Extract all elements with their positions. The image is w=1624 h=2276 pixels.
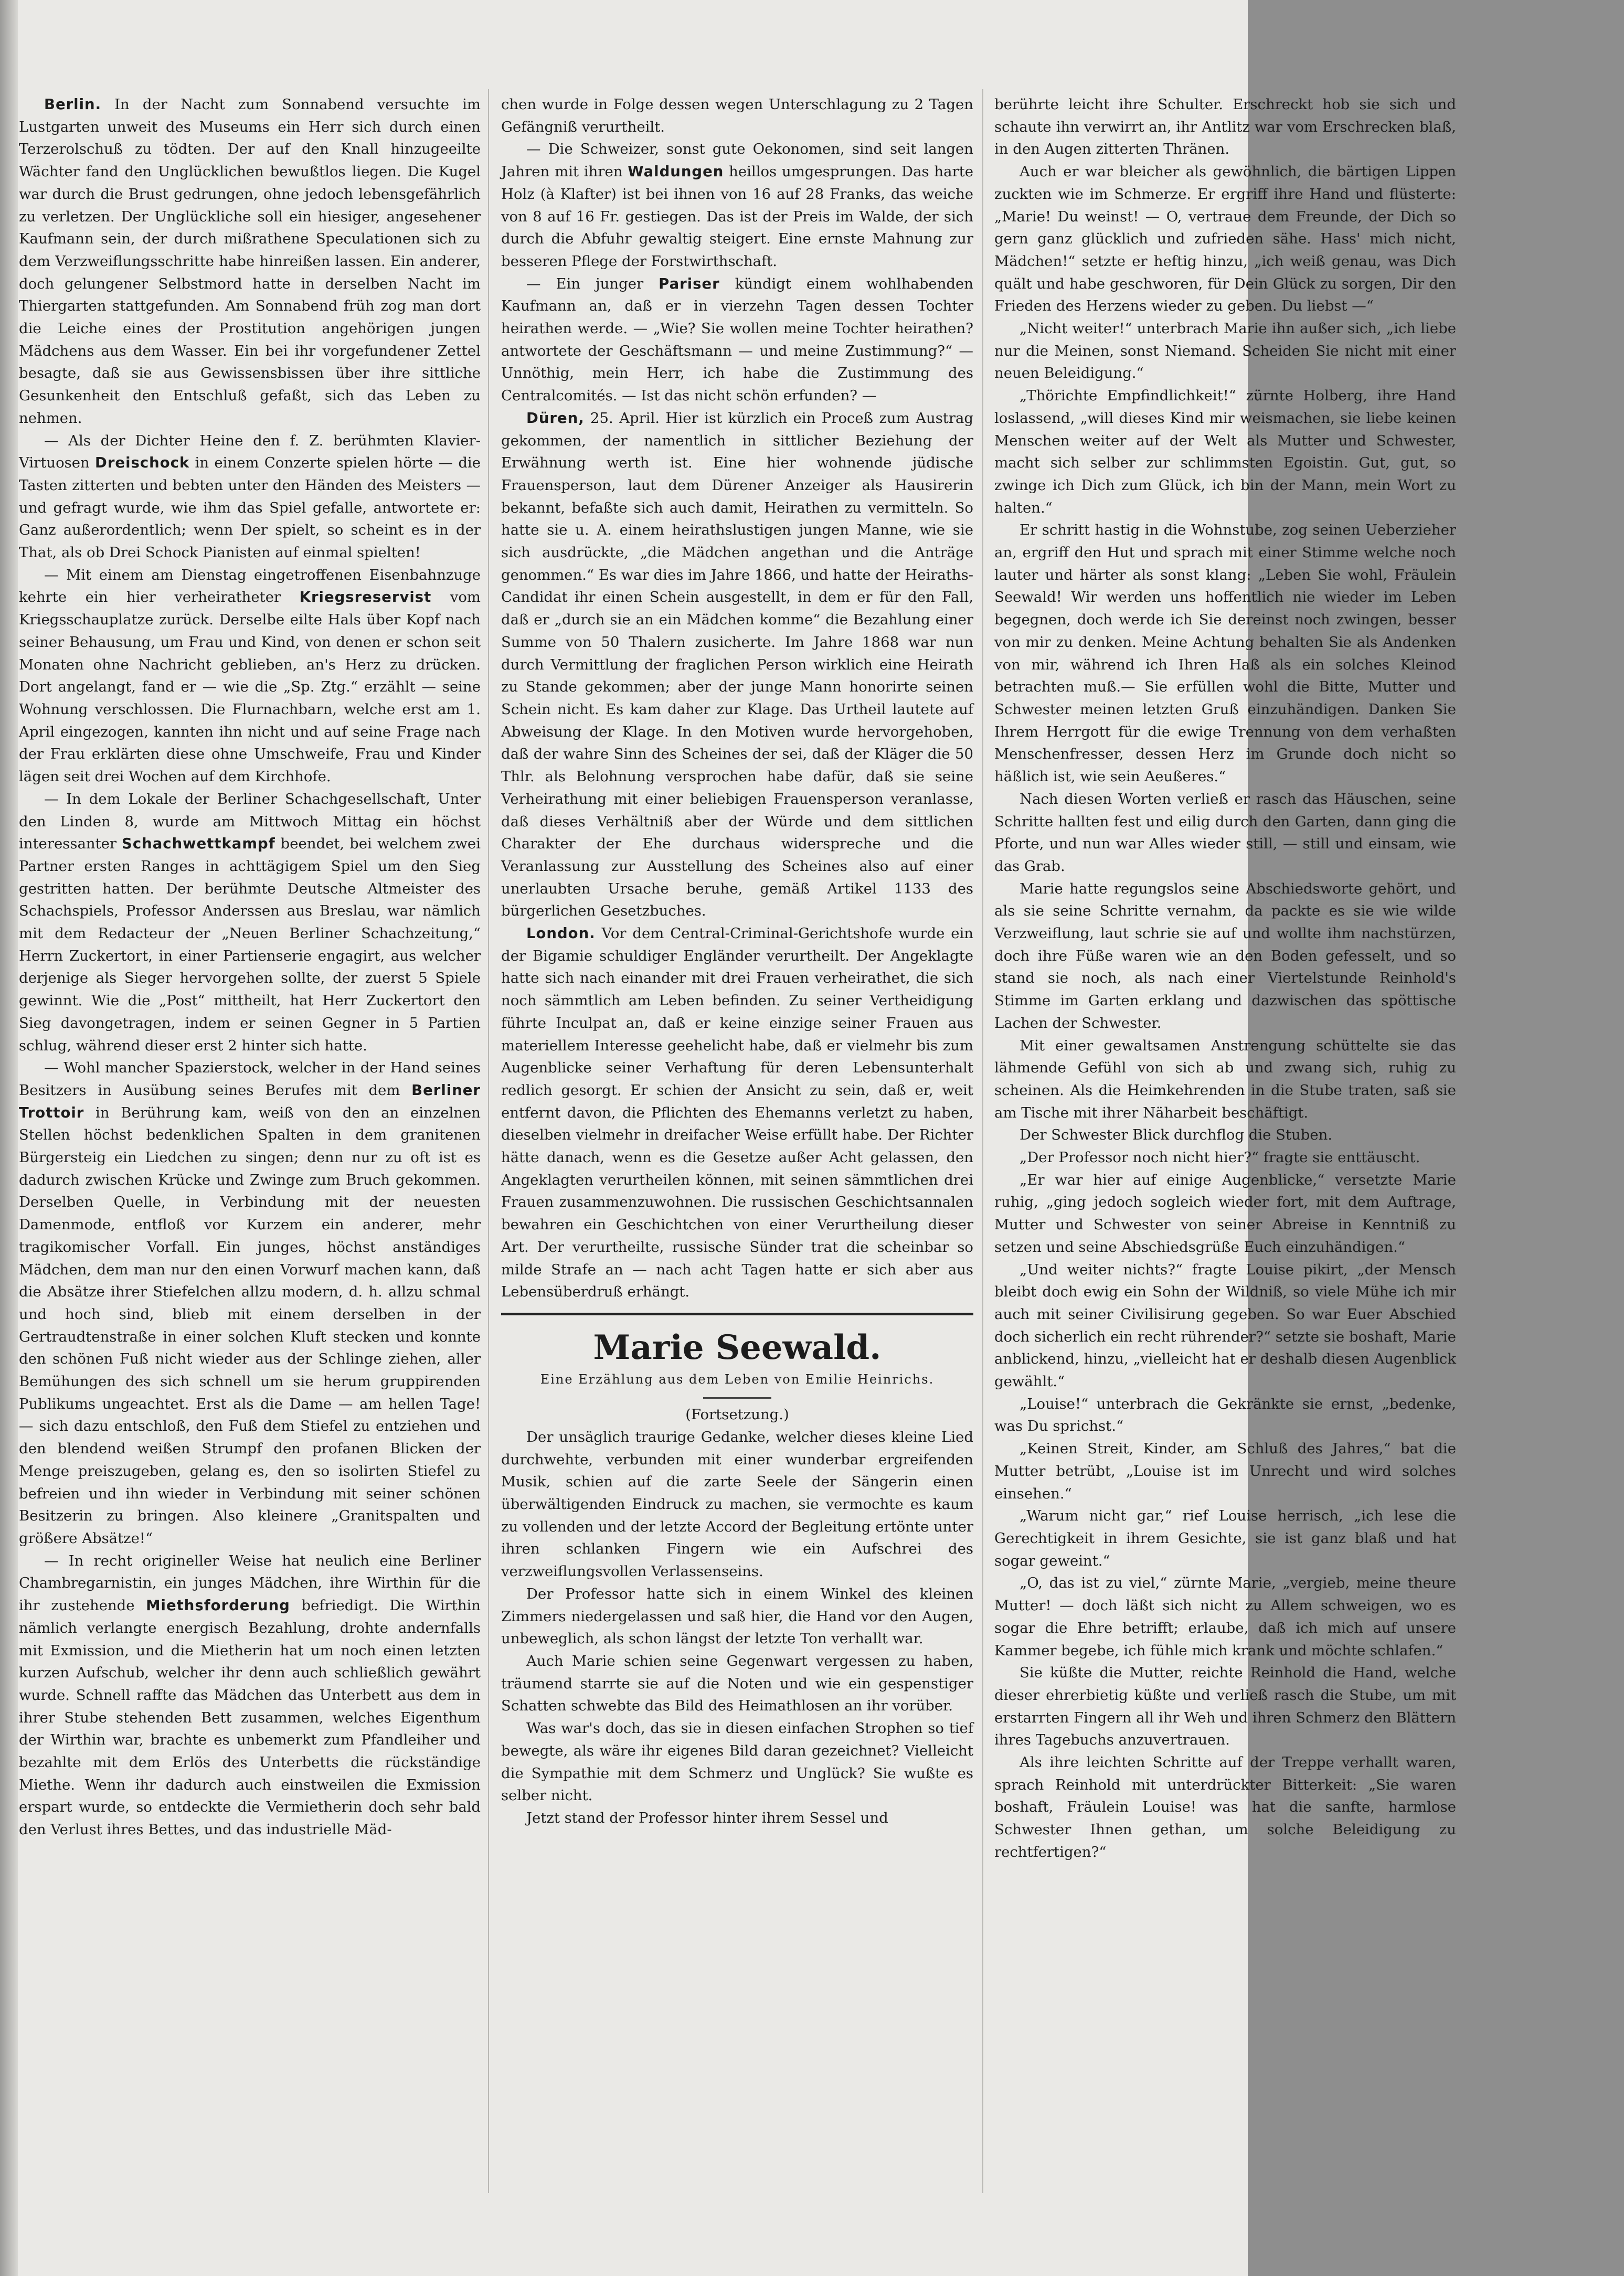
paragraph-text: Mit einer gewaltsamen Anstrengung schüttelte sie das lähmende Gefühl von sich ab und zwang sich, ruhig zu scheinen. Als die Heimkehrenden in die Stube traten, saß sie am Tische mit ihrer Näharbeit beschäftigt. (994, 1037, 1456, 1121)
story-paragraph: Der Professor hatte sich in einem Winkel des kleinen Zimmers niedergelassen und saß hier, die Hand vor den Augen, unbeweglich, als schon längst der letzte Ton verhallt war. (501, 1585, 973, 1647)
article-paragraph (994, 1259, 1456, 1393)
article-keyword: Schachwettkampf (122, 835, 275, 853)
paragraph-text: Als ihre leichten Schritte auf der Treppe verhallt waren, sprach Reinhold mit unterdrückter Bitterkeit: „Sie waren boshaft, Fräulein Louise! was hat die sanfte, harmlose Schwester Ihnen gethan, um solche Beleidigung zu rechtfertigen?“ (994, 1754, 1456, 1860)
article-paragraph (994, 788, 1456, 878)
paragraph-intro: — In dem Lokale der Berliner Schachgesellschaft, Unter den Linden 8, wurde am Mittwoch Mittag ein höchst interessanter (19, 790, 481, 853)
continuation-note: (Fortsetzung.) (685, 1406, 789, 1423)
article-keyword: Berlin. (44, 96, 102, 113)
article-paragraph (994, 1393, 1456, 1438)
paragraph-text: vom Kriegsschauplatze zurück. Derselbe eilte Hals über Kopf nach seiner Behausung, um Frau und Kind, von denen er schon seit Monaten ohne Nachricht geblieben, an's Herz zu drücken. Dort angelangt, fand er — wie die „Sp. Ztg.“ erzählt — seine Wohnung verschlossen. Die Flurnachbarn, welche erst am 1. April eingezogen, kannten ihn nicht und auf seine Frage nach der Frau erklärten diese ohne Umschweife, Frau und Kinder lägen seit drei Wochen auf dem Kirchhofe. (19, 589, 481, 785)
paragraph-intro: — Die Schweizer, sonst gute Oekonomen, sind seit langen Jahren mit ihren (501, 141, 973, 180)
column-rule (488, 89, 489, 2193)
article-paragraph (994, 317, 1456, 385)
article-paragraph (19, 1057, 481, 1549)
column-right (994, 93, 1456, 2255)
paragraph-intro: — Wohl mancher Spazierstock, welcher in der Hand seines Besitzers in Ausübung seines Berufes mit dem (19, 1059, 481, 1099)
page-edge-shadow (0, 0, 18, 2276)
paragraph-intro: — Als der Dichter Heine den f. Z. berühmten Klavier-Virtuosen (19, 432, 481, 472)
paragraph-text: „Und weiter nichts?“ fragte Louise pikirt, „der Mensch bleibt doch ewig ein Sohn der Wildniß, so viele Mühe ich mir auch mit seiner Civilisirung gegeben. So war Euer Abschied doch sicherlich ein recht rührender?“ setzte sie boshaft, Marie anblickend, hinzu, „vielleicht hat er deshalb diesen Augenblick gewählt.“ (994, 1261, 1456, 1390)
paragraph-text: „Thörichte Empfindlichkeit!“ zürnte Holberg, ihre Hand loslassend, „will dieses Kind mir weismachen, sie liebe keinen Menschen weiter auf der Welt als Mutter und Schwester, macht sich selber zur schlimmsten Egoistin. Gut, gut, so zwinge ich Dich zum Glück, ich bin der Mann, mein Wort zu halten.“ (994, 387, 1456, 516)
paragraph-text: „Louise!“ unterbrach die Gekränkte sie ernst, „bedenke, was Du sprichst.“ (994, 1395, 1456, 1435)
article-keyword: Miethsforderung (146, 1597, 290, 1614)
story-paragraph: Was war's doch, das sie in diesen einfachen Strophen so tief bewegte, als wäre ihr eigenes Bild daran gezeichnet? Vielleicht die Sympathie mit dem Schmerz und Unglück? Sie wußte es selber nicht. (501, 1720, 973, 1804)
article-paragraph (19, 788, 481, 1057)
article-keyword: Kriegsreservist (299, 589, 432, 606)
column-left (19, 93, 481, 2255)
article-paragraph (994, 1572, 1456, 1662)
article-paragraph (501, 273, 973, 407)
paragraph-text: In der Nacht zum Sonnabend versuchte im Lustgarten unweit des Museums ein Herr sich durch einen Terzerolschuß zu tödten. Der auf den Knall hinzugeeilte Wächter fand den Unglücklichen bewußtlos liegen. Die Kugel war durch die Brust gedrungen, ohne jedoch lebensgefährlich zu verletzen. Der Unglückliche soll ein hiesiger, angesehener Kaufmann sein, der durch mißrathene Speculationen sich zu dem Verzweiflungsschritte habe hinreißen lassen. Ein anderer, doch gelungener Selbstmord hatte in derselben Nacht im Thiergarten stattgefunden. Am Sonnabend früh zog man dort die Leiche eines der Prostitution angehörigen jungen Mädchens aus dem Wasser. Ein bei ihr vorgefundener Zettel besagte, daß sie aus Gewissensbissen über ihre sittliche Gesunkenheit den Entschluß gefaßt, sich das Leben zu nehmen. (19, 96, 481, 427)
paragraph-text: in einem Conzerte spielen hörte — die Tasten zitterten und bebten unter den Händen des Meisters — und gefragt wurde, wie ihm das Spiel gefalle, antwortete er: Ganz außerordentlich; wenn Der spielt, so scheint es in der That, als ob Drei Schock Pianisten auf einmal spielten! (19, 454, 481, 561)
paragraph-text: Vor dem Central-Criminal-Gerichtshofe wurde ein der Bigamie schuldiger Engländer verurtheilt. Der Angeklagte hatte sich nach einander mit drei Frauen verheirathet, die sich noch sämmtlich am Leben befinden. Zu seiner Vertheidigung führte Inculpat an, daß er keine einzige seiner Frauen aus materiellem Interesse geehelicht habe, daß er vielmehr bis zum Augenblicke seiner Verhaftung für deren Lebensunterhalt redlich gesorgt. Er schien der Ansicht zu sein, daß er, weit entfernt davon, die Pflichten des Ehemanns verletzt zu haben, dieselben vielmehr in dreifacher Weise erfüllt habe. Der Richter hätte danach, wenn es die Gesetze außer Acht gelassen, den Angeklagten verurtheilen können, mit seinen sämmtlichen drei Frauen zusammenzuwohnen. Die russischen Geschichtsannalen bewahren ein Geschichtchen von einer Verurtheilung dieser Art. Der verurtheilte, russische Sünder trat die scheinbar so milde Strafe an — nach acht Tagen hatte er sich aber aus Lebensüberdruß erhängt. (501, 925, 973, 1301)
paragraph-text: heillos umgesprungen. Das harte Holz (à Klafter) ist bei ihnen von 16 auf 28 Franks, das weiche von 8 auf 16 Fr. gestiegen. Das ist der Preis im Walde, der sich durch die Abfuhr gewaltig steigert. Eine ernste Mahnung zur besseren Pflege der Forstwirthschaft. (501, 163, 973, 270)
story-paragraph: Auch Marie schien seine Gegenwart vergessen zu haben, träumend starrte sie auf die Noten und wie ein gespenstiger Schatten schwebte das Bild des Heimathlosen an ihr vorüber. (501, 1653, 973, 1715)
article-paragraph (994, 519, 1456, 788)
article-keyword: Pariser (659, 275, 720, 292)
article-paragraph (19, 93, 481, 430)
article-paragraph (994, 1146, 1456, 1169)
story-byline: Eine Erzählung aus dem Leben von Emilie Heinrichs. (540, 1371, 935, 1387)
paragraph-text: berührte leicht ihre Schulter. Erschreckt hob sie sich und schaute ihn verwirrt an, ihr Antlitz war vom Erschrecken blaß, in den Augen zitterten Thränen. (994, 96, 1456, 158)
article-paragraph (501, 138, 973, 272)
news-items-middle (501, 93, 973, 1303)
column-middle (501, 93, 973, 2255)
article-keyword: Waldungen (628, 163, 724, 180)
story-paragraph: Der unsäglich traurige Gedanke, welcher dieses kleine Lied durchwehte, verbunden mit einer wunderbar ergreifenden Musik, schien auf die zarte Seele der Sängerin einen überwältigenden Eindruck zu machen, sie vermochte es kaum zu vollenden und der letzte Accord der Begleitung ertönte unter ihren schlanken Fingern wie ein Aufschrei des verzweiflungsvollen Verlassenseins. (501, 1428, 973, 1580)
article-paragraph (994, 93, 1456, 161)
paragraph-text: kündigt einem wohlhabenden Kaufmann an, daß er in vierzehn Tagen dessen Tochter heirathen werde. — „Wie? Sie wollen meine Tochter heirathen? antwortete der Geschäftsmann — und meine Zustimmung?“ — Unnöthig, mein Herr, ich habe die Zustimmung des Centralcomités. — Ist das nicht schön erfunden? — (501, 275, 973, 405)
paragraph-text: Der Schwester Blick durchflog die Stuben. (1020, 1126, 1333, 1144)
paragraph-text: „Er war hier auf einige Augenblicke,“ versetzte Marie ruhig, „ging jedoch sogleich wieder fort, mit dem Auftrage, Mutter und Schwester von seiner Abreise in Kenntniß zu setzen und seine Abschiedsgrüße Euch einzuhändigen.“ (994, 1171, 1456, 1256)
article-paragraph (994, 1124, 1456, 1146)
paragraph-text: befriedigt. Die Wirthin nämlich verlangte energisch Bezahlung, drohte andernfalls mit Exmission, und die Mietherin hat um noch einen letzten kurzen Aufschub, welcher ihr denn auch schließlich gewährt wurde. Schnell raffte das Mädchen das Unterbett aus dem in ihrer Stube stehenden Bett zusammen, welches Eigenthum der Wirthin war, brachte es unbemerkt zum Pfandleiher und bezahlte mit dem Erlös des Unterbetts die rückständige Miethe. Wenn ihr dadurch auch einstweilen die Exmission erspart wurde, so entdeckte die Vermietherin doch sehr bald den Verlust ihres Bettes, und das industrielle Mäd- (19, 1597, 481, 1838)
short-divider (703, 1397, 771, 1399)
paragraph-text: chen wurde in Folge dessen wegen Unterschlagung zu 2 Tagen Gefängniß verurtheilt. (501, 96, 973, 135)
article-keyword: London. (526, 925, 596, 942)
paragraph-intro: — Ein junger (526, 275, 659, 292)
article-paragraph (501, 407, 973, 922)
article-paragraph (501, 93, 973, 138)
paragraph-text: Auch er war bleicher als gewöhnlich, die bärtigen Lippen zuckten wie im Schmerze. Er ergriff ihre Hand und flüsterte: „Marie! Du weinst! — O, vertraue dem Freunde, der Dich so gern ganz glücklich und zufrieden sähe. Hass' mich nicht, Mädchen!“ setzte er heftig hinzu, „ich weiß genau, was Dich quält und habe geschworen, für Dein Glück zu sorgen, Dir den Frieden des Herzens wieder zu geben. Du liebst —“ (994, 163, 1456, 315)
article-paragraph (994, 878, 1456, 1035)
paragraph-text: beendet, bei welchem zwei Partner ersten Ranges in achttägigem Spiel um den Sieg gestritten hatten. Der berühmte Deutsche Altmeister des Schachspiels, Professor Anderssen aus Breslau, war nämlich mit dem Redacteur der „Neuen Berliner Schachzeitung,“ Herrn Zuckertort, in einer Partienserie engagirt, aus welcher derjenige als Sieger hervorgehen sollte, der zuerst 5 Spiele gewinnt. Wie die „Post“ mittheilt, hat Herr Zuckertort den Sieg davongetragen, indem er seinen Gegner in 5 Partien schlug, während dieser erst 2 hinter sich hatte. (19, 835, 481, 1054)
paragraph-text: „O, das ist zu viel,“ zürnte Marie, „vergieb, meine theure Mutter! — doch läßt sich nicht zu Allem schweigen, wo es sogar die Ehre betrifft; erlaube, daß ich mich auf unsere Kammer begebe, ich fühle mich krank und möchte schlafen.“ (994, 1575, 1456, 1659)
article-keyword: Berliner Trottoir (19, 1081, 481, 1121)
article-paragraph (994, 1751, 1456, 1864)
article-paragraph (994, 161, 1456, 317)
story-paragraph: Jetzt stand der Professor hinter ihrem Sessel und (526, 1809, 888, 1826)
article-paragraph (501, 922, 973, 1303)
paragraph-text: Sie küßte die Mutter, reichte Reinhold die Hand, welche dieser ehrerbietig küßte und verließ rasch die Stube, um mit erstarrten Fingern all ihr Weh und ihren Schmerz den Blättern ihres Tagebuchs anzuvertrauen. (994, 1664, 1456, 1749)
article-paragraph (19, 564, 481, 788)
article-paragraph (994, 1662, 1456, 1751)
paragraph-intro: — In recht origineller Weise hat neulich eine Berliner Chambregarnistin, ein junges Mädchen, ihre Wirthin für die ihr zustehende (19, 1552, 481, 1614)
article-paragraph (19, 430, 481, 564)
paragraph-text: Er schritt hastig in die Wohnstube, zog seinen Ueberzieher an, ergriff den Hut und sprach mit einer Stimme welche noch lauter und härter als sonst klang: „Leben Sie wohl, Fräulein Seewald! Wir werden uns hoffentlich nie wieder im Leben begegnen, doch werde ich Sie dereinst noch zwingen, besser von mir zu denken. Meine Achtung behalten Sie als Andenken von mir, während ich Ihren Haß als ein solches Kleinod betrachten muß.— Sie erfüllen wohl die Bitte, Mutter und Schwester meinen letzten Gruß einzuhändigen. Danken Sie Ihrem Herrgott für die ewige Trennung von dem verhaßten Menschenfresser, dessen Herz im Grunde doch nicht so häßlich ist, wie sein Aeußeres.“ (994, 522, 1456, 785)
article-paragraph (994, 1438, 1456, 1505)
article-paragraph (994, 1169, 1456, 1259)
paragraph-text: Marie hatte regungslos seine Abschiedsworte gehört, und als sie seine Schritte vernahm, da packte es sie wie wilde Verzweiflung, laut schrie sie auf und wollte ihm nachstürzen, doch ihre Füße waren wie an den Boden gefesselt, und so stand sie noch, als nach einer Viertelstunde Reinhold's Stimme im Garten erklang und dazwischen das spöttische Lachen der Schwester. (994, 880, 1456, 1031)
paragraph-text: in Berührung kam, weiß von den an einzelnen Stellen höchst bedenklichen Spalten in dem granitenen Bürgersteig ein Liedchen zu singen; denn nur zu oft ist es dadurch zwischen Krücke und Zwinge zum Bruch gekommen. Derselben Quelle, in Verbindung mit der neuesten Damenmode, entfloß vor Kurzem ein anderer, mehr tragikomischer Vorfall. Ein junges, höchst anständiges Mädchen, dem man nur den einen Vorwurf machen kann, daß die Absätze ihrer Stiefelchen allzu modern, d. h. allzu schmal und hoch sind, blieb mit einem derselben in der Gertraudtenstraße in einer solchen Kluft stecken und konnte den schönen Fuß nicht wieder aus der Schlinge ziehen, aller Bemühungen des sich schnell um sie herum gruppirenden Publikums ungeachtet. Erst als die Dame — am hellen Tage! — sich dazu entschloß, den Fuß dem Stiefel zu entziehen und den blendend weißen Strumpf den profanen Blicken der Menge preiszugeben, gelang es, den so isolirten Stiefel zu befreien und ihn wieder in Verbindung mit seiner schönen Besitzerin zu bringen. Also kleinere „Granitspalten und größere Absätze!“ (19, 1104, 481, 1547)
paragraph-text: 25. April. Hier ist kürzlich ein Proceß zum Austrag gekommen, der namentlich in sittlicher Beziehung der Erwähnung werth ist. Eine hier wohnende jüdische Frauensperson, laut dem Dürener Anzeiger als Hausirerin bekannt, befaßte sich auch damit, Heirathen zu vermitteln. So hatte sie u. A. einem heirathslustigen jungen Manne, wie sie sich ausdrückte, „die Mädchen angethan und die Anträge genommen.“ Es war dies im Jahre 1866, und hatte der Heiraths-Candidat ihr einen Schein ausgestellt, in dem er für den Fall, daß er „durch sie an ein Mädchen komme“ die Bezahlung einer Summe von 50 Thalern zusicherte. Im Jahre 1868 war nun durch Vermittlung der fraglichen Person wirklich eine Heirath zu Stande gekommen; aber der junge Mann honorirte seinen Schein nicht. Es kam daher zur Klage. Das Urtheil lautete auf Abweisung der Klage. In den Motiven wurde hervorgehoben, daß der wahre Sinn des Scheines der sei, daß der Kläger die 50 Thlr. als Belohnung versprochen habe dafür, daß sie seine Verheirathung mit einer beliebigen Frauensperson veranlasse, daß dieses Verhältniß aber der Würde und dem sittlichen Charakter der Ehe durchaus widerspreche und die Veranlassung zur Ausstellung des Scheines also auf einer unerlaubten Ursache beruhe, gemäß Artikel 1133 des bürgerlichen Gesetzbuches. (501, 409, 973, 920)
article-keyword: Dreischock (95, 454, 190, 472)
story-text-middle (501, 1426, 973, 1830)
section-divider (501, 1313, 973, 1315)
column-rule (982, 89, 983, 2193)
paragraph-text: Nach diesen Worten verließ er rasch das Häuschen, seine Schritte hallten fest und eilig durch den Garten, dann ging die Pforte, und nun war Alles wieder still, — still und einsam, wie das Grab. (994, 790, 1456, 875)
paragraph-intro: — Mit einem am Dienstag eingetroffenen Eisenbahnzuge kehrte ein hier verheiratheter (19, 566, 481, 606)
article-keyword: Düren, (526, 409, 585, 427)
paragraph-text: „Nicht weiter!“ unterbrach Marie ihn außer sich, „ich liebe nur die Meinen, sonst Niemand. Scheiden Sie nicht mit einer neuen Beleidigung.“ (994, 320, 1456, 382)
article-paragraph (994, 385, 1456, 519)
article-paragraph (19, 1550, 481, 1841)
paragraph-text: „Warum nicht gar,“ rief Louise herrisch, „ich lese die Gerechtigkeit in ihrem Gesichte, sie ist ganz blaß und hat sogar geweint.“ (994, 1507, 1456, 1569)
article-paragraph (994, 1035, 1456, 1124)
paragraph-text: „Keinen Streit, Kinder, am Schluß des Jahres,“ bat die Mutter betrübt, „Louise ist im Unrecht und wird solches einsehen.“ (994, 1440, 1456, 1502)
paragraph-text: „Der Professor noch nicht hier?“ fragte sie enttäuscht. (1020, 1149, 1420, 1166)
story-title: Marie Seewald. (593, 1327, 882, 1367)
article-paragraph (994, 1505, 1456, 1572)
